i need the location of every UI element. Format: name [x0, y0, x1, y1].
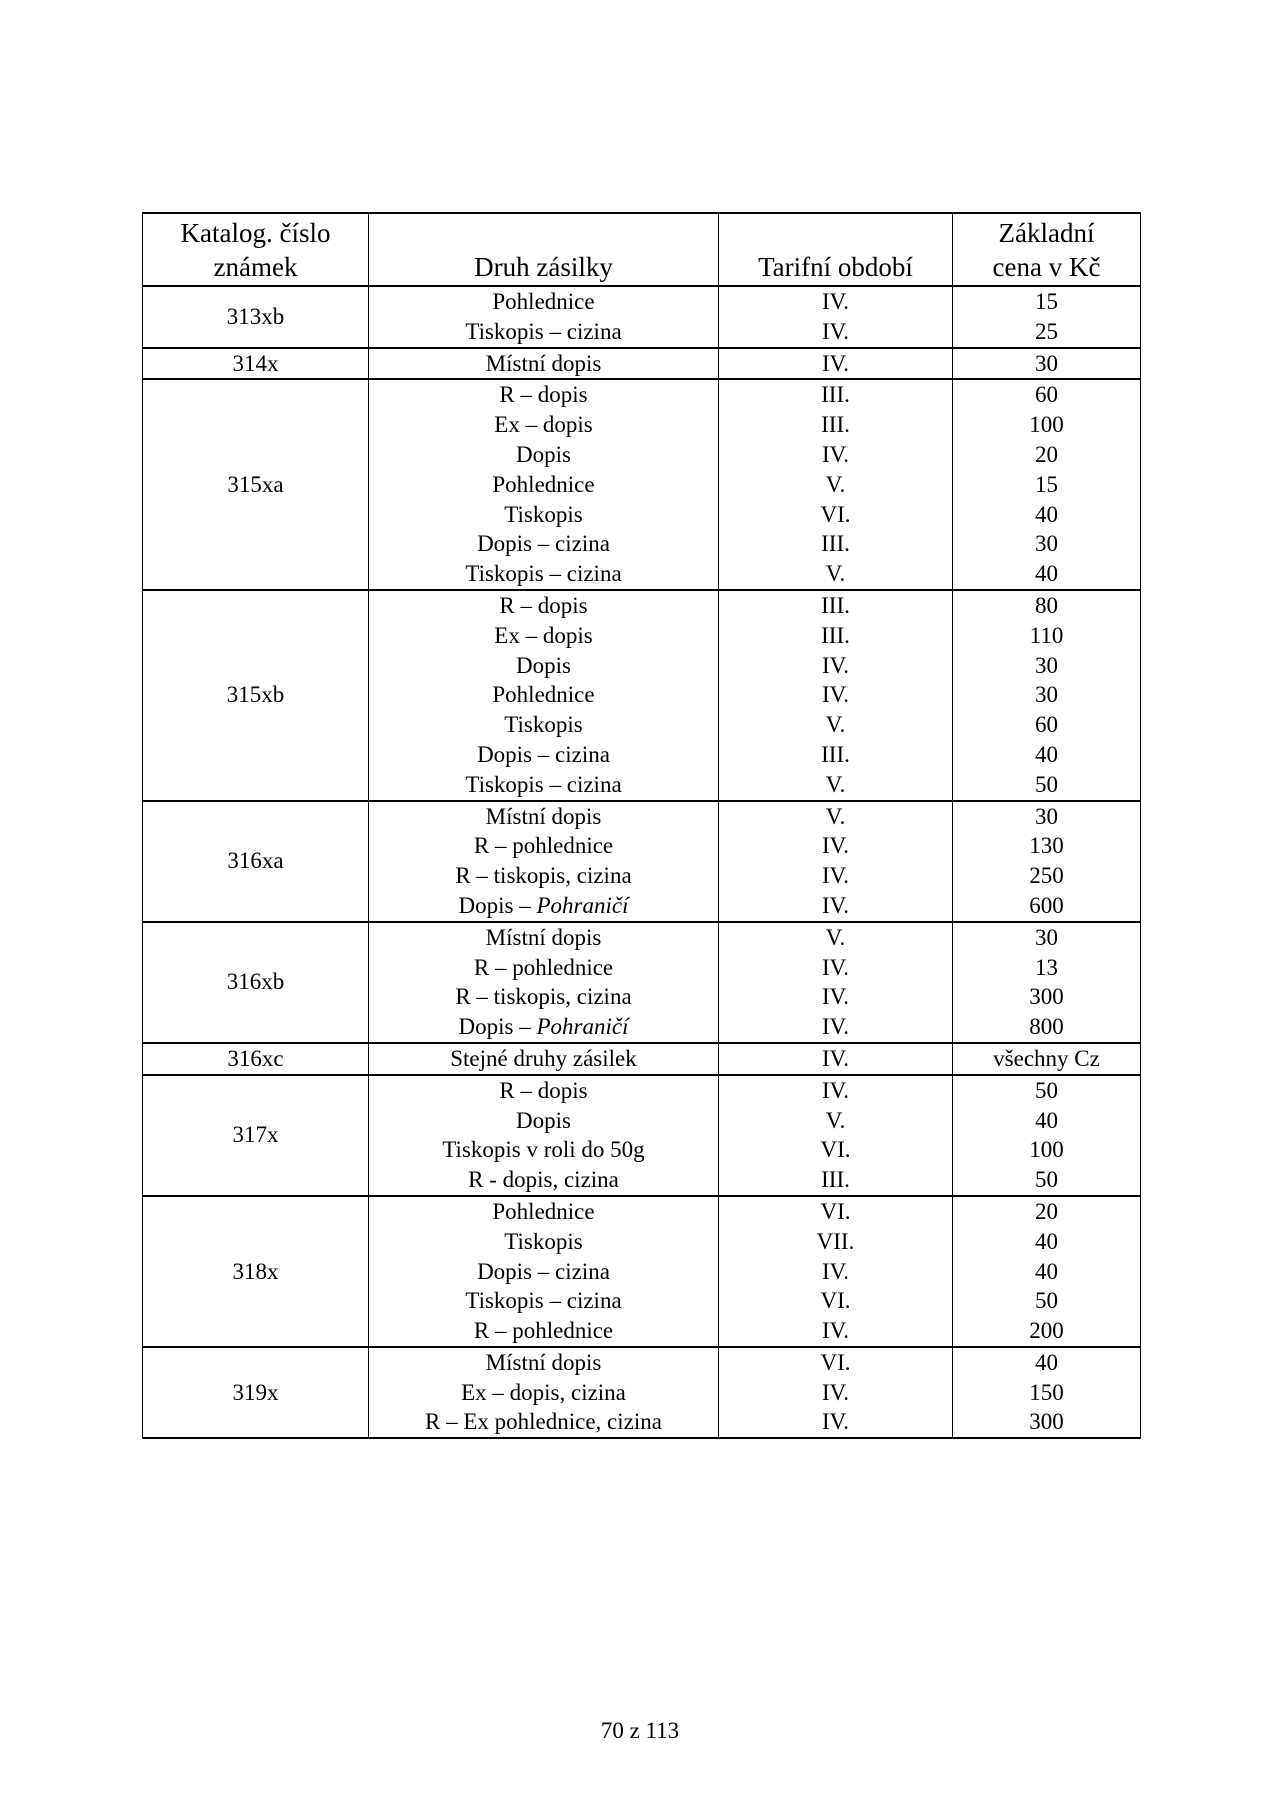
- table-header: [143, 213, 1141, 286]
- header-catalog-number: [143, 213, 369, 286]
- period-line: III.: [821, 382, 850, 408]
- price-line: všechny Cz: [993, 1045, 1100, 1071]
- period-line: IV.: [821, 289, 850, 314]
- price-line: 30: [1035, 350, 1058, 376]
- period-cell: [719, 590, 953, 801]
- price-line: 50: [1035, 1167, 1058, 1193]
- kind-line: [369, 410, 718, 440]
- kind-cell: [369, 379, 719, 590]
- kind-line: [369, 1076, 718, 1106]
- catalog-number-cell: 318x: [143, 1196, 369, 1347]
- price-cell: [953, 286, 1141, 348]
- kind-text: Místní dopis: [485, 803, 602, 829]
- kind-text: Místní dopis: [485, 1349, 602, 1375]
- price-cell: [953, 1196, 1141, 1347]
- kind-line: [369, 982, 718, 1012]
- price-line: 300: [1029, 984, 1064, 1010]
- period-line: V.: [825, 561, 846, 587]
- kind-text: Tiskopis – cizina: [465, 1288, 622, 1314]
- period-line: IV.: [821, 863, 850, 889]
- kind-line: [369, 953, 718, 983]
- kind-cell: [369, 1075, 719, 1196]
- kind-line: [369, 1106, 718, 1136]
- kind-line: [369, 621, 718, 651]
- header-catalog-line1: Katalog. číslo: [180, 217, 331, 248]
- kind-line: [369, 770, 718, 800]
- kind-text: Dopis – cizina: [477, 741, 610, 767]
- kind-line: [369, 380, 718, 410]
- kind-text: R – dopis: [499, 592, 588, 618]
- price-line: 20: [1035, 1198, 1058, 1224]
- kind-line: [369, 1227, 718, 1257]
- kind-text: Tiskopis – cizina: [465, 771, 622, 797]
- price-cell: [953, 379, 1141, 590]
- kind-line: [369, 1165, 718, 1195]
- kind-text: R – pohlednice: [473, 1318, 614, 1344]
- table-row-group: [143, 1075, 1141, 1196]
- kind-text: Pohlednice: [492, 289, 595, 314]
- price-line: 50: [1035, 771, 1058, 797]
- period-cell: [719, 379, 953, 590]
- period-line: IV.: [821, 1045, 850, 1071]
- kind-text: R – dopis: [499, 382, 588, 408]
- price-cell: [953, 801, 1141, 922]
- kind-text: Dopis – cizina: [477, 531, 610, 557]
- kind-cell: [369, 348, 719, 380]
- period-line: IV.: [821, 1258, 850, 1284]
- kind-text: Stejné druhy zásilek: [450, 1045, 637, 1071]
- price-line: 40: [1035, 1107, 1058, 1133]
- period-cell: [719, 1075, 953, 1196]
- period-line: III.: [821, 412, 850, 438]
- period-line: V.: [825, 471, 846, 497]
- kind-text: Místní dopis: [485, 350, 602, 376]
- kind-text: R – dopis: [499, 1077, 588, 1103]
- kind-line: [369, 710, 718, 740]
- catalog-number-cell: 316xc: [143, 1043, 369, 1075]
- kind-cell: [369, 801, 719, 922]
- kind-text: Místní dopis: [485, 924, 602, 950]
- kind-cell: [369, 922, 719, 1043]
- kind-line: [369, 740, 718, 770]
- period-line: IV.: [821, 1077, 850, 1103]
- period-cell: [719, 922, 953, 1043]
- price-line: 15: [1035, 471, 1058, 497]
- period-line: VI.: [820, 1137, 851, 1163]
- price-line: 110: [1029, 622, 1064, 648]
- period-line: V.: [825, 712, 846, 738]
- catalog-number-cell: 317x: [143, 1075, 369, 1196]
- period-line: V.: [825, 771, 846, 797]
- header-kind: Druh zásilky: [369, 213, 719, 286]
- kind-text: Tiskopis: [504, 1228, 583, 1254]
- kind-text: Ex – dopis: [494, 622, 593, 648]
- period-line: VI.: [820, 501, 851, 527]
- price-line: 200: [1029, 1318, 1064, 1344]
- page-number: 70 z 113: [600, 1718, 680, 1743]
- price-line: 13: [1035, 954, 1058, 980]
- price-line: 150: [1029, 1379, 1064, 1405]
- kind-line: [369, 680, 718, 710]
- header-price: [953, 213, 1141, 286]
- period-line: IV.: [821, 350, 850, 376]
- price-line: 100: [1029, 1137, 1064, 1163]
- kind-line: [369, 891, 718, 921]
- tariff-table: [142, 212, 1141, 1439]
- period-cell: [719, 1043, 953, 1075]
- catalog-number-cell: 319x: [143, 1347, 369, 1438]
- table-row-group: [143, 801, 1141, 922]
- period-line: IV.: [821, 682, 850, 708]
- period-line: IV.: [821, 1409, 850, 1435]
- price-line: 300: [1029, 1409, 1064, 1435]
- kind-line: [369, 1135, 718, 1165]
- period-line: VII.: [816, 1228, 855, 1254]
- period-line: III.: [821, 592, 850, 618]
- table-row-group: [143, 286, 1141, 348]
- period-line: V.: [825, 803, 846, 829]
- kind-text: Dopis –: [458, 892, 537, 918]
- period-cell: [719, 286, 953, 348]
- catalog-number-cell: 315xb: [143, 590, 369, 801]
- price-line: 25: [1035, 318, 1058, 344]
- kind-line: [369, 1407, 718, 1437]
- header-price-line2: cena v Kč: [992, 251, 1101, 282]
- period-line: IV.: [821, 1014, 850, 1040]
- price-line: 800: [1029, 1014, 1064, 1040]
- price-line: 40: [1035, 501, 1058, 527]
- kind-line: [369, 1257, 718, 1287]
- period-line: IV.: [821, 318, 850, 344]
- table-row-group: [143, 379, 1141, 590]
- period-line: IV.: [821, 1318, 850, 1344]
- period-line: V.: [825, 1107, 846, 1133]
- price-line: 50: [1035, 1288, 1058, 1314]
- header-catalog-line2: známek: [213, 251, 298, 282]
- kind-cell: [369, 1043, 719, 1075]
- table-row-group: [143, 1043, 1141, 1075]
- kind-line: [369, 1348, 718, 1378]
- kind-text: Dopis: [516, 652, 571, 678]
- period-line: IV.: [821, 833, 850, 859]
- kind-cell: [369, 286, 719, 348]
- kind-text: Dopis –: [458, 1014, 537, 1040]
- period-cell: [719, 1347, 953, 1438]
- price-line: 60: [1035, 382, 1058, 408]
- kind-line: [369, 861, 718, 891]
- period-line: IV.: [821, 892, 850, 918]
- catalog-number-cell: 316xa: [143, 801, 369, 922]
- kind-text: R – pohlednice: [473, 833, 614, 859]
- period-line: IV.: [821, 954, 850, 980]
- kind-line: [369, 1197, 718, 1227]
- table-row-group: [143, 590, 1141, 801]
- period-cell: [719, 1196, 953, 1347]
- price-line: 250: [1029, 863, 1064, 889]
- kind-line: [369, 349, 718, 379]
- kind-text: Dopis – cizina: [477, 1258, 610, 1284]
- period-line: VI.: [820, 1198, 851, 1224]
- kind-cell: [369, 590, 719, 801]
- kind-cell: [369, 1196, 719, 1347]
- price-line: 30: [1035, 803, 1058, 829]
- kind-text: R – Ex pohlednice, cizina: [425, 1409, 662, 1435]
- period-line: VI.: [820, 1288, 851, 1314]
- header-period: Tarifní období: [719, 213, 953, 286]
- period-line: III.: [821, 741, 850, 767]
- kind-text: Pohlednice: [492, 1198, 595, 1224]
- table-body: [143, 286, 1141, 1438]
- kind-line: [369, 317, 718, 347]
- price-line: 130: [1029, 833, 1064, 859]
- price-cell: [953, 922, 1141, 1043]
- kind-text: Ex – dopis: [494, 412, 593, 438]
- kind-line: [369, 651, 718, 681]
- kind-line: [369, 559, 718, 589]
- period-line: IV.: [821, 441, 850, 467]
- price-line: 30: [1035, 924, 1058, 950]
- kind-italic-text: Pohraničí: [536, 1014, 629, 1040]
- kind-text: Ex – dopis, cizina: [461, 1379, 626, 1405]
- kind-cell: [369, 1347, 719, 1438]
- price-line: 30: [1035, 531, 1058, 557]
- table-row-group: [143, 922, 1141, 1043]
- kind-text: Pohlednice: [492, 682, 595, 708]
- price-line: 60: [1035, 712, 1058, 738]
- price-line: 40: [1035, 1258, 1058, 1284]
- catalog-number-cell: 314x: [143, 348, 369, 380]
- kind-line: [369, 529, 718, 559]
- kind-text: Tiskopis – cizina: [465, 318, 622, 344]
- price-line: 20: [1035, 441, 1058, 467]
- price-cell: [953, 1075, 1141, 1196]
- kind-line: [369, 1012, 718, 1042]
- kind-line: [369, 1378, 718, 1408]
- kind-line: [369, 1044, 718, 1074]
- price-line: 40: [1035, 561, 1058, 587]
- kind-text: Tiskopis: [504, 712, 583, 738]
- price-cell: [953, 590, 1141, 801]
- price-line: 600: [1029, 892, 1064, 918]
- price-line: 100: [1029, 412, 1064, 438]
- kind-text: Dopis: [516, 441, 571, 467]
- table-row-group: [143, 1347, 1141, 1438]
- period-line: IV.: [821, 984, 850, 1010]
- kind-line: [369, 591, 718, 621]
- catalog-number-cell: 313xb: [143, 286, 369, 348]
- period-line: IV.: [821, 1379, 850, 1405]
- period-line: III.: [821, 622, 850, 648]
- period-line: IV.: [821, 652, 850, 678]
- period-cell: [719, 348, 953, 380]
- period-line: VI.: [820, 1349, 851, 1375]
- kind-text: Pohlednice: [492, 471, 595, 497]
- header-price-line1: Základní: [998, 217, 1095, 248]
- catalog-number-cell: 315xa: [143, 379, 369, 590]
- kind-text: Tiskopis v roli do 50g: [442, 1137, 645, 1163]
- price-line: 80: [1035, 592, 1058, 618]
- price-line: 40: [1035, 741, 1058, 767]
- kind-text: R – tiskopis, cizina: [455, 984, 632, 1010]
- kind-line: [369, 440, 718, 470]
- header-row: [143, 213, 1141, 286]
- table-row-group: [143, 1196, 1141, 1347]
- price-line: 15: [1035, 289, 1058, 314]
- kind-text: Dopis: [516, 1107, 571, 1133]
- kind-line: [369, 831, 718, 861]
- kind-line: [369, 1286, 718, 1316]
- kind-line: [369, 500, 718, 530]
- kind-line: [369, 1316, 718, 1346]
- kind-line: [369, 470, 718, 500]
- price-cell: [953, 348, 1141, 380]
- table-row-group: [143, 348, 1141, 380]
- kind-text: R – pohlednice: [473, 954, 614, 980]
- period-line: III.: [821, 1167, 850, 1193]
- kind-text: Tiskopis: [504, 501, 583, 527]
- price-cell: [953, 1043, 1141, 1075]
- period-cell: [719, 801, 953, 922]
- period-line: V.: [825, 924, 846, 950]
- kind-line: [369, 287, 718, 317]
- catalog-number-cell: 316xb: [143, 922, 369, 1043]
- period-line: III.: [821, 531, 850, 557]
- price-cell: [953, 1347, 1141, 1438]
- price-line: 30: [1035, 682, 1058, 708]
- kind-text: R – tiskopis, cizina: [455, 863, 632, 889]
- kind-line: [369, 923, 718, 953]
- kind-text: R - dopis, cizina: [468, 1167, 619, 1193]
- price-line: 30: [1035, 652, 1058, 678]
- price-line: 50: [1035, 1077, 1058, 1103]
- kind-italic-text: Pohraničí: [536, 892, 629, 918]
- kind-text: Tiskopis – cizina: [465, 561, 622, 587]
- price-line: 40: [1035, 1228, 1058, 1254]
- kind-line: [369, 802, 718, 832]
- price-line: 40: [1035, 1349, 1058, 1375]
